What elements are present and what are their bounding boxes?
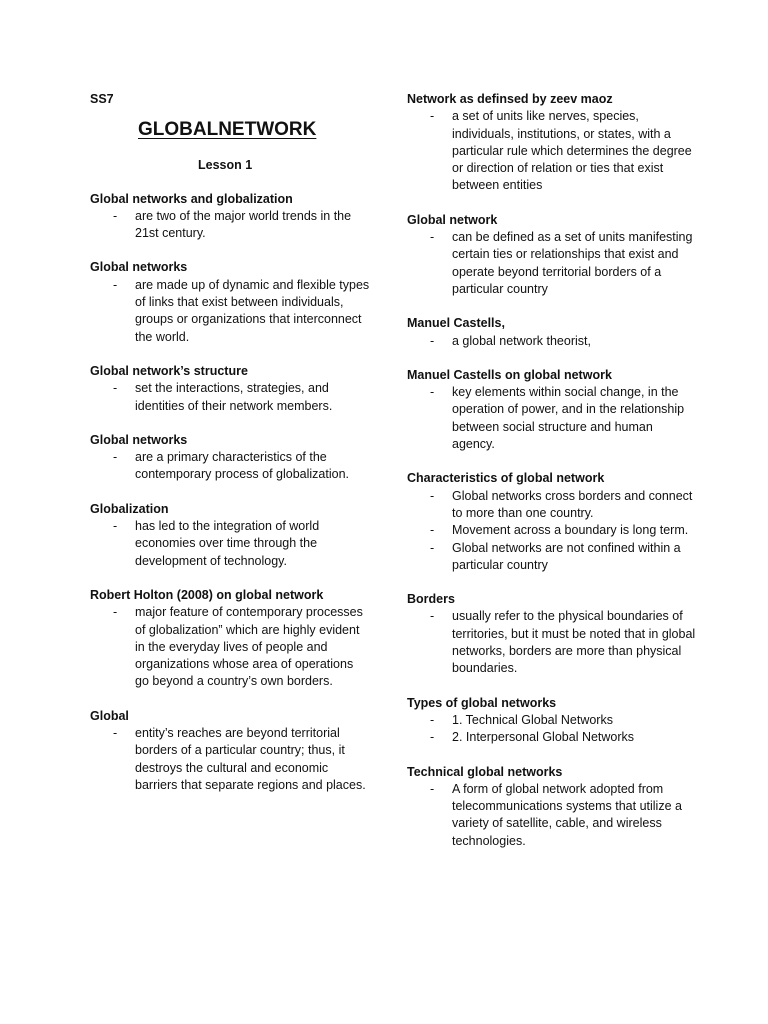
section-heading: Types of global networks (407, 695, 557, 710)
note-section (90, 363, 370, 415)
section-heading: Manuel Castells, (407, 316, 505, 331)
bullet-list (90, 604, 370, 690)
note-section (90, 501, 370, 570)
right-column (407, 91, 697, 850)
bullet-list (90, 277, 370, 346)
lesson-label: Lesson 1 (198, 158, 253, 173)
section-heading: Globalization (90, 501, 169, 516)
bullet-list (407, 229, 697, 298)
note-section (407, 764, 697, 850)
section-heading: Global networks (90, 432, 188, 447)
bullet-item: - a set of units like nerves, species, individuals, institutions, or states, with a particular rule which determines the degree or direction of relation or ties that exist between entities (407, 108, 697, 194)
right-sections (407, 91, 697, 850)
note-section (90, 432, 370, 484)
left-column (90, 91, 370, 794)
note-section (407, 695, 697, 747)
bullet-list (407, 333, 697, 350)
section-heading: Characteristics of global network (407, 471, 605, 486)
bullet-list (90, 208, 370, 243)
section-heading: Robert Holton (2008) on global network (90, 587, 324, 602)
note-section (90, 191, 370, 243)
section-heading: Global network (407, 212, 498, 227)
note-section (407, 212, 697, 298)
course-code: SS7 (90, 92, 114, 106)
bullet-list (90, 518, 370, 570)
bullet-item: - A form of global network adopted from telecommunications systems that utilize a variety of satellite, cable, and wireless technologies. (407, 781, 697, 850)
bullet-list (90, 380, 370, 415)
bullet-list (407, 712, 697, 747)
section-heading: Borders (407, 592, 455, 607)
bullet-item: - are made up of dynamic and flexible types of links that exist between individuals, groups or organizations that interconnect the world. (90, 277, 370, 346)
bullet-item: - a global network theorist, (407, 333, 697, 350)
bullet-list (90, 725, 370, 794)
bullet-list (407, 108, 697, 194)
section-heading: Global (90, 708, 129, 723)
bullet-item: - 1. Technical Global Networks (407, 712, 697, 729)
note-section (407, 91, 697, 195)
bullet-item: - major feature of contemporary processes of globalization” which are highly evident in the everyday lives of people and organizations whose area of operations go beyond a country’s own borders. (90, 604, 370, 690)
section-heading: Global networks (90, 260, 188, 275)
bullet-list (407, 384, 697, 453)
bullet-item: - Global networks are not confined within a particular country (407, 540, 697, 575)
note-section (407, 591, 697, 677)
note-section (90, 708, 370, 794)
bullet-item: - usually refer to the physical boundaries of territories, but it must be noted that in global networks, borders are more than physical boundaries. (407, 608, 697, 677)
bullet-item: - Movement across a boundary is long term. (407, 522, 697, 539)
bullet-item: - set the interactions, strategies, and identities of their network members. (90, 380, 370, 415)
bullet-item: - entity’s reaches are beyond territorial borders of a particular country; thus, it destroys the cultural and economic barriers that separate regions and places. (90, 725, 370, 794)
bullet-item: - has led to the integration of world economies over time through the development of technology. (90, 518, 370, 570)
bullet-item: - Global networks cross borders and connect to more than one country. (407, 488, 697, 523)
section-heading: Manuel Castells on global network (407, 367, 612, 382)
left-sections (90, 191, 370, 795)
bullet-item: - key elements within social change, in the operation of power, and in the relationship between social structure and human agency. (407, 384, 697, 453)
bullet-item: - are a primary characteristics of the contemporary process of globalization. (90, 449, 370, 484)
bullet-list (407, 608, 697, 677)
note-section (90, 587, 370, 691)
note-section (407, 470, 697, 574)
section-heading: Global network’s structure (90, 363, 248, 378)
section-heading: Technical global networks (407, 764, 563, 779)
note-section (407, 367, 697, 453)
bullet-list (407, 781, 697, 850)
bullet-item: - are two of the major world trends in the 21st century. (90, 208, 370, 243)
bullet-item: - can be defined as a set of units manifesting certain ties or relationships that exist and operate beyond territorial borders of a particular country (407, 229, 697, 298)
note-section (90, 259, 370, 345)
note-section (407, 315, 697, 350)
section-heading: Global networks and globalization (90, 191, 293, 206)
bullet-list (407, 488, 697, 574)
section-heading: Network as definsed by zeev maoz (407, 92, 613, 106)
document-title: GLOBALNETWORK (138, 119, 317, 141)
bullet-item: - 2. Interpersonal Global Networks (407, 729, 697, 746)
bullet-list (90, 449, 370, 484)
